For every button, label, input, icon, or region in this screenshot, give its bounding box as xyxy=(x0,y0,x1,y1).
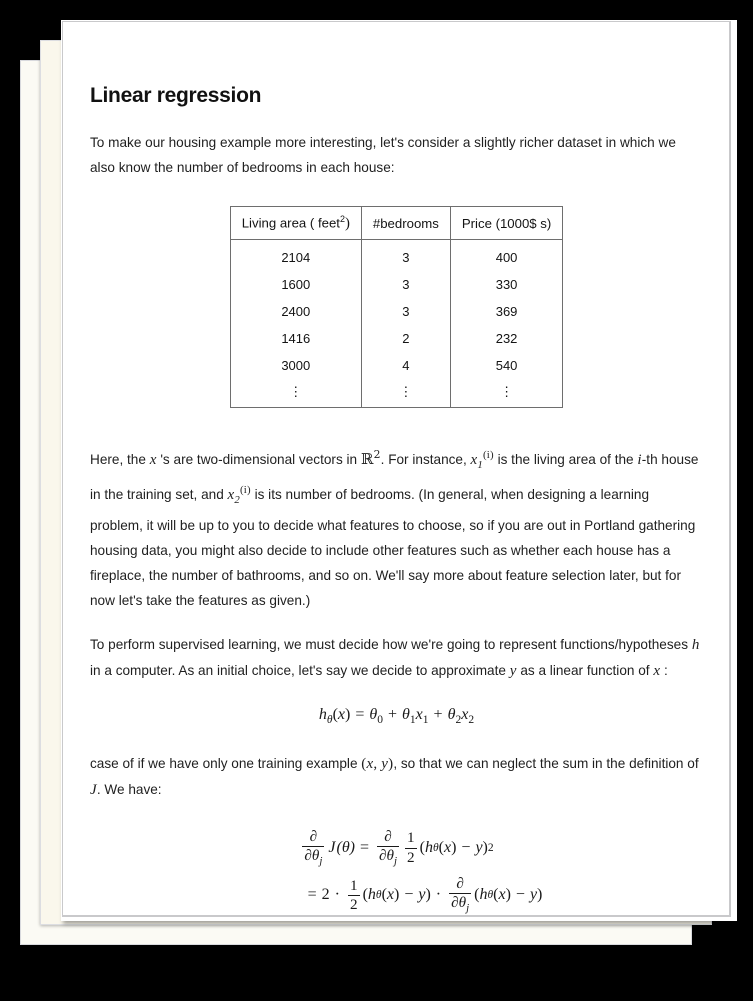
cell-living-area: 1600 xyxy=(230,271,361,298)
features-paragraph: Here, the x 's are two-dimensional vectors in ℝ$^2$. For instance, $x_1^{(i)}$ is the living area of the i-th house in the training set, and $x_2^{(i)}$ is its number of bedrooms. (In general, when designing a learning problem, it will be up to you to decide what features to choose, so if you are out in Portland gathering housing data, you might also decide to include other features such as whether each house has a fireplace, the number of bathrooms, and so on. We'll say more about feature selection later, but for now let's take the features as given.) xyxy=(90,448,699,609)
cell-price: 369 xyxy=(450,298,562,325)
cell-bedrooms: 2 xyxy=(361,325,450,352)
table-header-price: Price (1000$ s) xyxy=(450,207,562,240)
hypothesis-equation: $h_\theta(x) = \theta_0 + \theta_1x_1 + \theta_2x_2$ xyxy=(318,706,475,727)
partial-fraction: $\frac{\partial}{\partial\theta_j}$ xyxy=(304,827,323,868)
cell-living-area: 2400 xyxy=(230,298,361,325)
table-header-bedrooms: #bedrooms xyxy=(361,207,450,240)
math-J: J xyxy=(90,781,97,798)
math-x: x xyxy=(149,452,157,469)
cell-price: 540 xyxy=(450,352,562,379)
table-body xyxy=(230,240,563,408)
partial-fraction-3: $\frac{\partial}{\partial\theta_j}$ xyxy=(451,874,470,915)
cell-bedrooms: 3 xyxy=(361,298,450,325)
document-frame xyxy=(62,21,731,917)
cell-price: 330 xyxy=(450,271,562,298)
cell-ellipsis: ⋮ xyxy=(230,379,361,408)
math-i: i xyxy=(637,452,642,469)
cell-bedrooms: 3 xyxy=(361,271,450,298)
math-x1-superscript-i: $x_1^{(i)}$ xyxy=(470,449,494,472)
supervised-learning-paragraph: To perform supervised learning, we must decide how we're going to represent functions/hypotheses h in a computer. As an initial choice, let's say we decide to approximate y as a linear function of x : xyxy=(90,637,700,680)
cell-living-area: 3000 xyxy=(230,352,361,379)
table-header-living-area: Living area ( feet$^2$) xyxy=(230,207,361,240)
table-row-ellipsis xyxy=(230,379,563,408)
math-x: x xyxy=(653,663,661,680)
table-row xyxy=(230,325,563,352)
table-row xyxy=(230,240,563,272)
partial-fraction-2: $\frac{\partial}{\partial\theta_j}$ xyxy=(379,827,398,868)
cell-bedrooms: 3 xyxy=(361,240,450,272)
derivative-line-1: $\frac{\partial}{\partial\theta_j}$ J (θ) = $\frac{\partial}{\partial\theta_j}$ $\frac{1}{2}$ ( h θ ( x ) − y ) 2 xyxy=(304,827,494,868)
derivative-line-2: = 2 · $\frac{1}{2}$ ( h θ ( x ) − y ) · $\frac{\partial}{\partial\theta_j}$ ( h θ ( x ) − y ) xyxy=(307,874,543,915)
math-x2-superscript-i: $x_2^{(i)}$ xyxy=(227,484,251,507)
housing-data-table xyxy=(230,206,564,408)
housing-table-container xyxy=(90,206,703,408)
cell-living-area: 2104 xyxy=(230,240,361,272)
derivative-equation-rows xyxy=(90,829,703,916)
math-y: y xyxy=(509,663,517,680)
cell-living-area: 1416 xyxy=(230,325,361,352)
table-head xyxy=(230,207,563,240)
document-body xyxy=(63,22,729,915)
cell-ellipsis: ⋮ xyxy=(361,379,450,408)
cell-price: 400 xyxy=(450,240,562,272)
table-row xyxy=(230,298,563,325)
derivative-equation-block xyxy=(90,829,703,916)
cell-price: 232 xyxy=(450,325,562,352)
math-xy-pair: (x, y) xyxy=(361,755,394,772)
table-header-row xyxy=(230,207,563,240)
page-title: Linear regression xyxy=(90,84,262,107)
superscript-two: 2 xyxy=(339,214,345,224)
case-paragraph: case of if we have only one training example (x, y), so that we can neglect the sum in the definition of J. We have: xyxy=(90,755,699,798)
math-real-numbers: ℝ$^2$ xyxy=(360,448,381,469)
intro-paragraph: To make our housing example more interesting, let's consider a slightly richer dataset in which we also know the number of bedrooms in each house: xyxy=(90,135,676,175)
table-row xyxy=(230,271,563,298)
table-row xyxy=(230,352,563,379)
cell-bedrooms: 4 xyxy=(361,352,450,379)
cell-ellipsis: ⋮ xyxy=(450,379,562,408)
math-h: h xyxy=(691,637,700,654)
one-half-fraction: $\frac{1}{2}$ xyxy=(349,876,358,913)
one-half-fraction: $\frac{1}{2}$ xyxy=(407,829,415,866)
paren-close: ) xyxy=(344,215,350,232)
